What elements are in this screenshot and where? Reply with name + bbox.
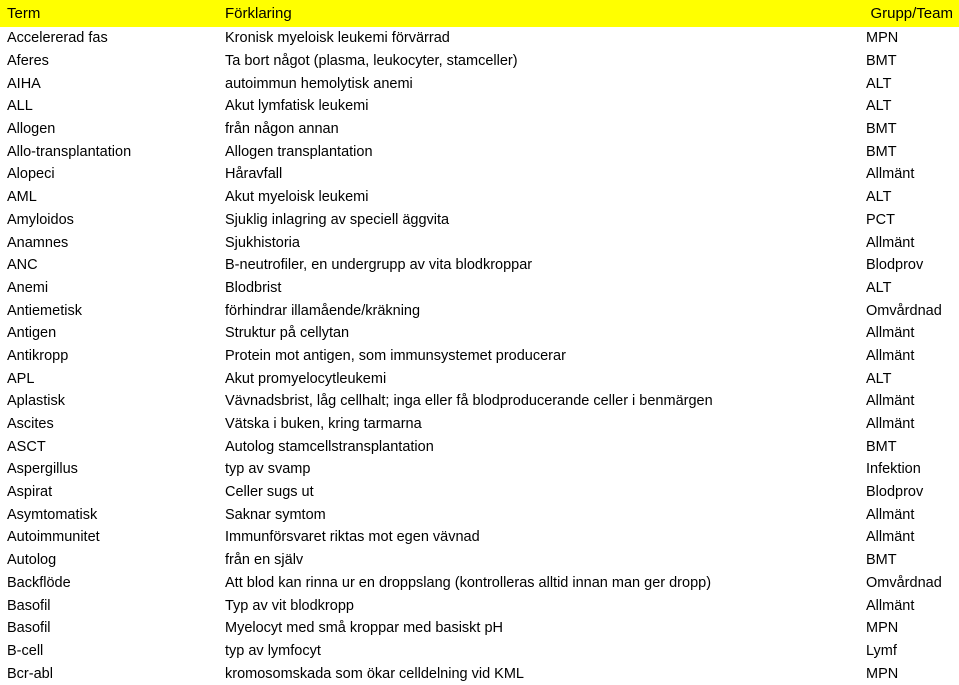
header-group: Grupp/Team (870, 5, 953, 22)
row-explanation: Akut lymfatisk leukemi (225, 98, 369, 115)
table-row (0, 95, 959, 118)
row-group: ALT (866, 279, 892, 296)
table-row (0, 322, 959, 345)
row-term: Bcr-abl (7, 665, 53, 682)
row-term: AML (7, 189, 37, 206)
row-group: Allmänt (866, 393, 915, 410)
row-group: ALT (866, 75, 892, 92)
row-explanation: Typ av vit blodkropp (225, 597, 354, 614)
row-group: BMT (866, 143, 897, 160)
table-row (0, 345, 959, 368)
table-row (0, 640, 959, 663)
table-row (0, 503, 959, 526)
row-explanation: Sjuklig inlagring av speciell äggvita (225, 211, 450, 228)
row-group: BMT (866, 438, 897, 455)
row-explanation: Saknar symtom (225, 506, 326, 523)
row-term: Allogen (7, 121, 56, 138)
row-explanation: Struktur på cellytan (225, 325, 350, 342)
row-group: ALT (866, 98, 892, 115)
table-row (0, 617, 959, 640)
table-row (0, 254, 959, 277)
row-group: Omvårdnad (866, 574, 942, 591)
table-row (0, 72, 959, 95)
row-term: Aplastisk (7, 393, 66, 410)
row-explanation: kromosomskada som ökar celldelning vid KML (225, 665, 524, 682)
header-term: Term (7, 5, 41, 22)
row-group: Lymf (866, 642, 897, 659)
row-term: Autolog (7, 552, 57, 569)
table-row (0, 27, 959, 50)
table-row (0, 413, 959, 436)
row-term: Aspirat (7, 484, 53, 501)
row-explanation: från någon annan (225, 121, 339, 138)
table-body (0, 27, 959, 685)
table-header-row (0, 0, 959, 27)
row-explanation: Autolog stamcellstransplantation (225, 438, 434, 455)
row-term: Basofil (7, 620, 51, 637)
row-group: MPN (866, 665, 899, 682)
table-row (0, 481, 959, 504)
row-group: BMT (866, 121, 897, 138)
row-term: ANC (7, 257, 38, 274)
row-term: Antiemetisk (7, 302, 82, 319)
row-term: ALL (7, 98, 33, 115)
row-explanation: från en själv (225, 552, 304, 569)
row-term: Asymtomatisk (7, 506, 98, 523)
table-row (0, 572, 959, 595)
row-group: Blodprov (866, 257, 924, 274)
row-group: MPN (866, 620, 899, 637)
row-group: Allmänt (866, 529, 915, 546)
row-group: PCT (866, 211, 895, 228)
row-group: Omvårdnad (866, 302, 942, 319)
table-row (0, 163, 959, 186)
row-term: Antigen (7, 325, 57, 342)
row-term: Autoimmunitet (7, 529, 100, 546)
row-group: Allmänt (866, 234, 915, 251)
row-term: AIHA (7, 75, 41, 92)
row-explanation: autoimmun hemolytisk anemi (225, 75, 413, 92)
row-explanation: Att blod kan rinna ur en droppslang (kontrolleras alltid innan man ger dropp) (225, 574, 712, 591)
row-group: Allmänt (866, 347, 915, 364)
row-group: BMT (866, 53, 897, 70)
table-row (0, 390, 959, 413)
row-explanation: Blodbrist (225, 279, 282, 296)
table-row (0, 299, 959, 322)
row-group: Allmänt (866, 506, 915, 523)
row-group: MPN (866, 30, 899, 47)
row-group: ALT (866, 189, 892, 206)
row-group: Allmänt (866, 166, 915, 183)
table-row (0, 118, 959, 141)
row-group: Allmänt (866, 597, 915, 614)
row-explanation: Sjukhistoria (225, 234, 300, 251)
row-explanation: Protein mot antigen, som immunsystemet producerar (225, 347, 566, 364)
row-group: ALT (866, 370, 892, 387)
row-explanation: typ av svamp (225, 461, 311, 478)
row-group: Allmänt (866, 325, 915, 342)
row-group: Infektion (866, 461, 921, 478)
row-explanation: Akut myeloisk leukemi (225, 189, 369, 206)
row-term: Backflöde (7, 574, 71, 591)
table-row (0, 594, 959, 617)
table-row (0, 277, 959, 300)
table-row (0, 435, 959, 458)
row-explanation: Kronisk myeloisk leukemi förvärrad (225, 30, 450, 47)
row-term: APL (7, 370, 35, 387)
row-explanation: Allogen transplantation (225, 143, 373, 160)
table-row (0, 526, 959, 549)
table-row (0, 231, 959, 254)
table-row (0, 209, 959, 232)
row-term: B-cell (7, 642, 44, 659)
row-term: Basofil (7, 597, 51, 614)
row-explanation: B-neutrofiler, en undergrupp av vita blodkroppar (225, 257, 533, 274)
row-explanation: Vätska i buken, kring tarmarna (225, 416, 422, 433)
row-explanation: typ av lymfocyt (225, 642, 321, 659)
row-explanation: Håravfall (225, 166, 283, 183)
row-group: BMT (866, 552, 897, 569)
table-row (0, 186, 959, 209)
table-row (0, 549, 959, 572)
row-explanation: Immunförsvaret riktas mot egen vävnad (225, 529, 480, 546)
row-term: Aferes (7, 53, 49, 70)
row-explanation: Celler sugs ut (225, 484, 314, 501)
row-term: ASCT (7, 438, 46, 455)
row-term: Accelererad fas (7, 30, 108, 47)
row-term: Aspergillus (7, 461, 78, 478)
row-term: Ascites (7, 416, 54, 433)
row-group: Allmänt (866, 416, 915, 433)
row-term: Anamnes (7, 234, 69, 251)
row-group: Blodprov (866, 484, 924, 501)
row-explanation: förhindrar illamående/kräkning (225, 302, 421, 319)
table-row (0, 140, 959, 163)
row-term: Amyloidos (7, 211, 74, 228)
table-row (0, 367, 959, 390)
row-explanation: Akut promyelocytleukemi (225, 370, 387, 387)
table-row (0, 662, 959, 685)
row-term: Alopeci (7, 166, 55, 183)
table-row (0, 458, 959, 481)
row-explanation: Vävnadsbrist, låg cellhalt; inga eller få blodproducerande celler i benmärgen (225, 393, 713, 410)
row-term: Anemi (7, 279, 49, 296)
row-explanation: Myelocyt med små kroppar med basiskt pH (225, 620, 504, 637)
row-explanation: Ta bort något (plasma, leukocyter, stamceller) (225, 53, 518, 70)
header-explanation: Förklaring (225, 5, 292, 22)
row-term: Allo-transplantation (7, 143, 132, 160)
row-term: Antikropp (7, 347, 69, 364)
table-row (0, 50, 959, 73)
